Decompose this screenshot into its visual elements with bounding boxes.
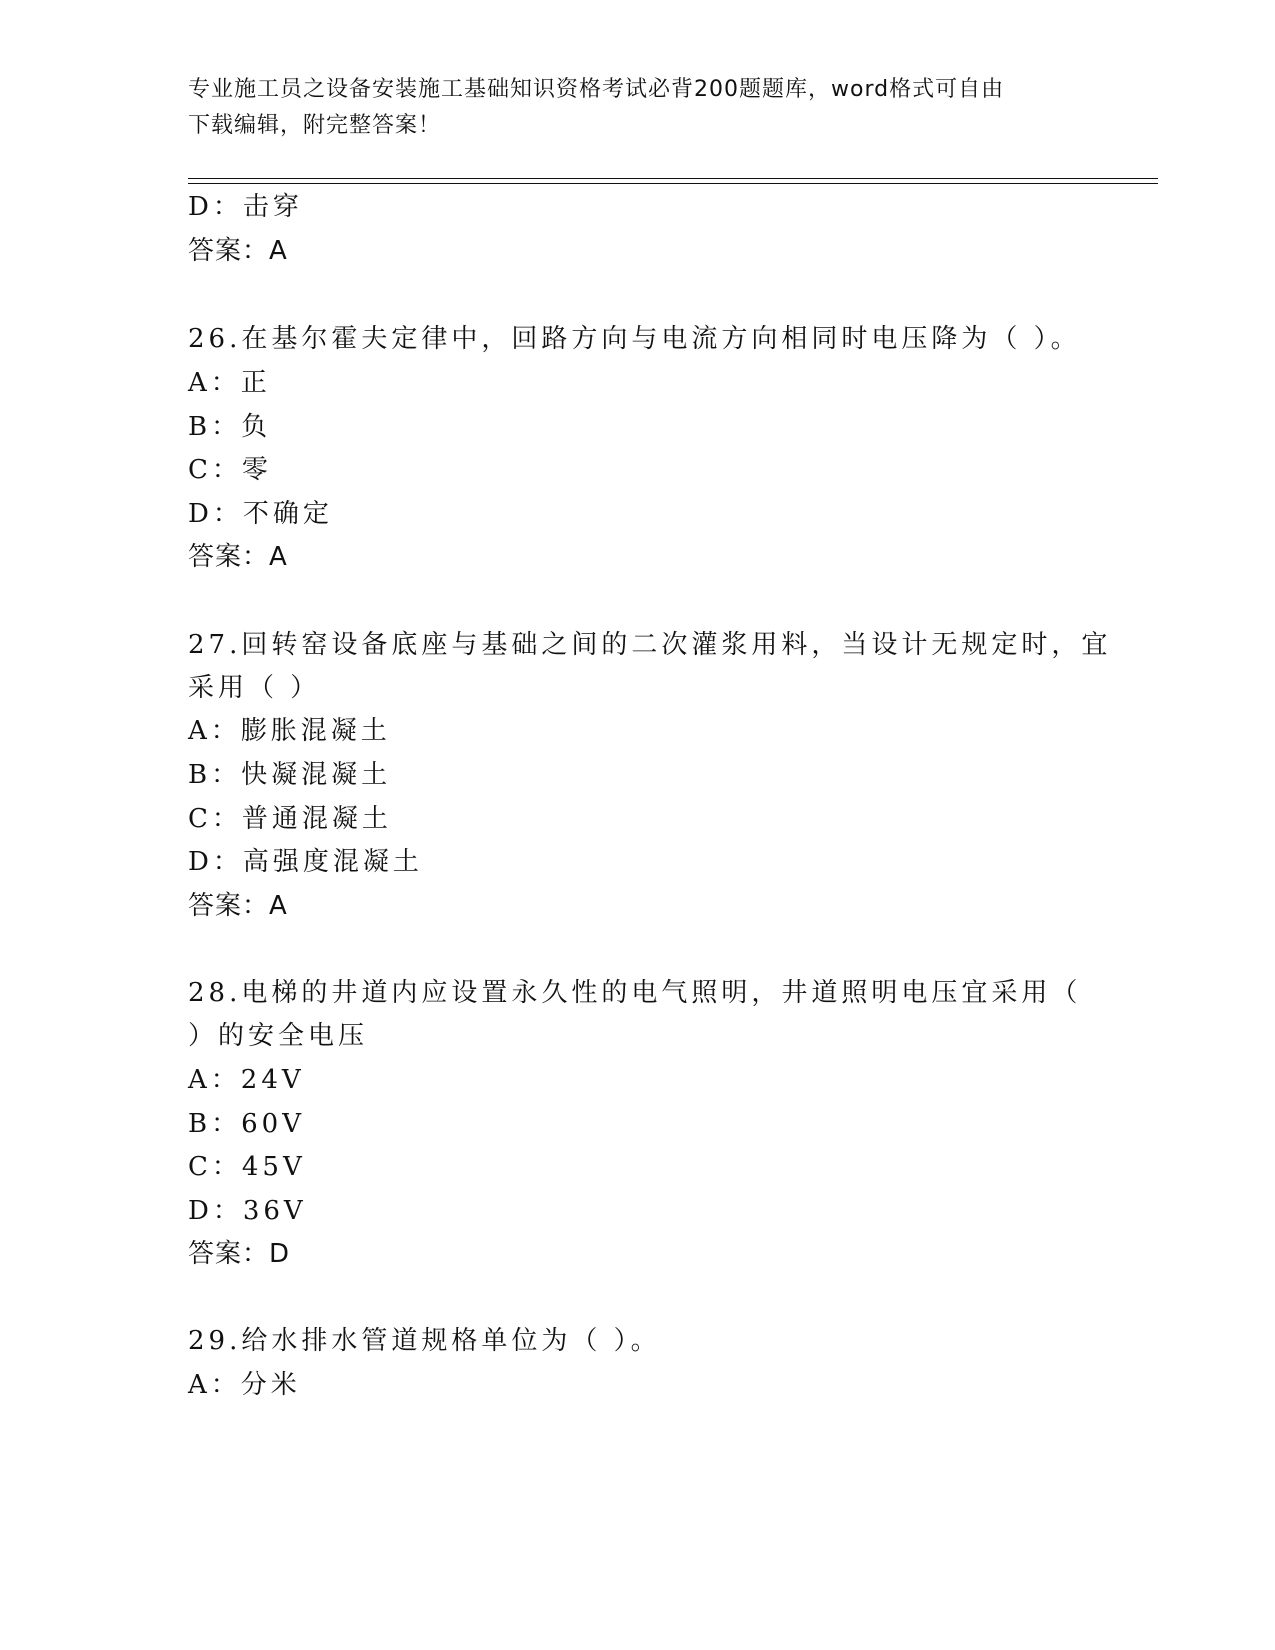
question-28-text-line1: 28.电梯的井道内应设置永久性的电气照明，井道照明电压宜采用（: [188, 978, 1082, 1008]
header-title-line1: 专业施工员之设备安装施工基础知识资格考试必背200题题库，word格式可自由: [188, 77, 1005, 102]
header-rule-bottom: [188, 183, 1158, 184]
question-27-text-line2: 采用（ ）: [188, 673, 321, 703]
question-26-option-d: D：不确定: [188, 499, 333, 529]
question-27-option-a: A：膨胀混凝土: [188, 716, 391, 746]
question-26-text: 26.在基尔霍夫定律中，回路方向与电流方向相同时电压降为（ ）。: [188, 324, 1081, 354]
question-29-option-a: A：分米: [188, 1370, 301, 1400]
question-27-option-d: D：高强度混凝土: [188, 847, 423, 877]
prev-answer: 答案：A: [188, 236, 288, 266]
question-28-option-d: D：36V: [188, 1196, 307, 1226]
question-27-answer: 答案：A: [188, 891, 288, 921]
prev-option-d: D：击穿: [188, 192, 303, 222]
question-28-answer: 答案：D: [188, 1239, 291, 1269]
document-header: [188, 72, 1068, 144]
question-26-option-b: B：负: [188, 412, 272, 442]
question-28-option-c: C：45V: [188, 1152, 306, 1182]
question-27-option-b: B：快凝混凝土: [188, 760, 392, 790]
question-27-option-c: C：普通混凝土: [188, 804, 392, 834]
question-28-text-line2: ）的安全电压: [188, 1021, 369, 1051]
question-28-option-a: A：24V: [188, 1065, 305, 1095]
question-26-option-c: C：零: [188, 455, 272, 485]
question-28-option-b: B：60V: [188, 1109, 305, 1139]
question-26-option-a: A：正: [188, 368, 271, 398]
question-27-text-line1: 27.回转窑设备底座与基础之间的二次灌浆用料，当设计无规定时，宜: [188, 630, 1112, 660]
header-title-line2: 下载编辑，附完整答案！: [188, 113, 442, 138]
question-29-text: 29.给水排水管道规格单位为（ ）。: [188, 1326, 661, 1356]
question-26-answer: 答案：A: [188, 542, 288, 572]
header-rule-top: [188, 178, 1158, 179]
